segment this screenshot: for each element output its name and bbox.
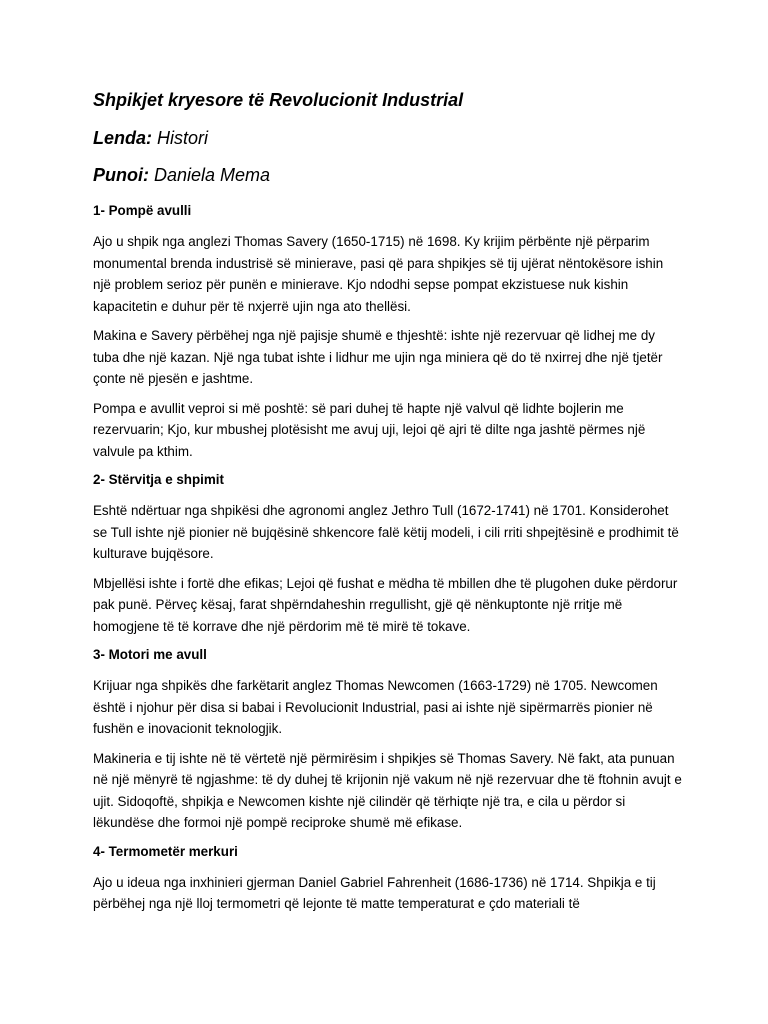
paragraph: Krijuar nga shpikës dhe farkëtarit anglez Thomas Newcomen (1663-1729) në 1705. Newcomen është i njohur për disa si babai i Revolucionit Industrial, pasi ai ishte një sipërmarrës pionier në fushën e inovacionit teknologjik. bbox=[93, 678, 658, 736]
document-title: Shpikjet kryesore të Revolucionit Industrial bbox=[93, 90, 464, 110]
paragraph: Pompa e avullit veproi si më poshtë: së pari duhej të hapte një valvul që lidhte bojlerin me rezervuarin; Kjo, kur mbushej plotësisht me avuj uji, lejoi që ajri të dilte nga jashtë përmes një valvule pa kthim. bbox=[93, 400, 646, 459]
author-line bbox=[93, 164, 683, 186]
paragraph: Makina e Savery përbëhej nga një pajisje shumë e thjeshtë: ishte një rezervuar që lidhej me dy tuba dhe një kazan. Një nga tubat ishte i lidhur me ujin nga miniera që do të nxirrej dhe një tjetër çonte në pjesën e jashtme. bbox=[93, 328, 663, 386]
paragraph: Mbjellësi ishte i fortë dhe efikas; Lejoi që fushat e mëdha të mbillen dhe të plugohen duke përdorur pak punë. Përveç kësaj, farat shpërndaheshin rregullisht, gjë që nënkuptonte një rritje më homogjene të të korrave dhe një përdorim më të mirë të tokave. bbox=[93, 575, 678, 634]
subject-label: Lenda: bbox=[93, 128, 153, 148]
author-label: Punoi: bbox=[93, 165, 149, 185]
paragraph: Makineria e tij ishte në të vërtetë një përmirësim i shpikjes së Thomas Savery. Në fakt, ata punuan në një mënyrë të ngjashme: të dy duhej të krijonin një vakum në një rezervuar dhe të ftohnin avujt e ujit. Sidoqoftë, shpikja e Newcomen kishte një cilindër që tërhiqte një tra, e cila u përdor si lëkundëse dhe formoi një pompë reciproke shumë më efikase. bbox=[93, 750, 682, 830]
section-heading-stervitja-e-shpimit: 2- Stërvitja e shpimit bbox=[93, 472, 224, 487]
section-heading-motori-me-avull: 3- Motori me avull bbox=[93, 647, 207, 662]
paragraph: Ajo u shpik nga anglezi Thomas Savery (1650-1715) në 1698. Ky krijim përbënte një përparim monumental brenda industrisë së minierave, pasi që para shpikjes së tij ujërat nëntokësore ishin një problem serioz për punën e minierave. Kjo ndodhi sepse pompat ekzistuese nuk kishin kapacitetin e duhur për të nxjerrë ujin nga ato thellësi. bbox=[93, 234, 664, 314]
section-heading-termometer-merkuri: 4- Termometër merkuri bbox=[93, 843, 238, 859]
section-heading-pompe-avulli: 1- Pompë avulli bbox=[93, 203, 192, 218]
paragraph: Eshtë ndërtuar nga shpikësi dhe agronomi anglez Jethro Tull (1672-1741) në 1701. Konsiderohet se Tull ishte një pionier në bujqësinë shkencore falë këtij modeli, i cili rriti shpejtësinë e prodhimit të kulturave bujqësore. bbox=[93, 503, 679, 561]
paragraph: Ajo u ideua nga inxhinieri gjerman Daniel Gabriel Fahrenheit (1686-1736) në 1714. Shpikja e tij përbëhej nga një lloj termometri që lejonte të matte temperaturat e çdo materiali të bbox=[93, 874, 656, 911]
subject-line bbox=[93, 127, 683, 149]
document-page bbox=[93, 89, 683, 923]
subject-value: Histori bbox=[157, 128, 209, 148]
author-value: Daniela Mema bbox=[154, 165, 271, 185]
